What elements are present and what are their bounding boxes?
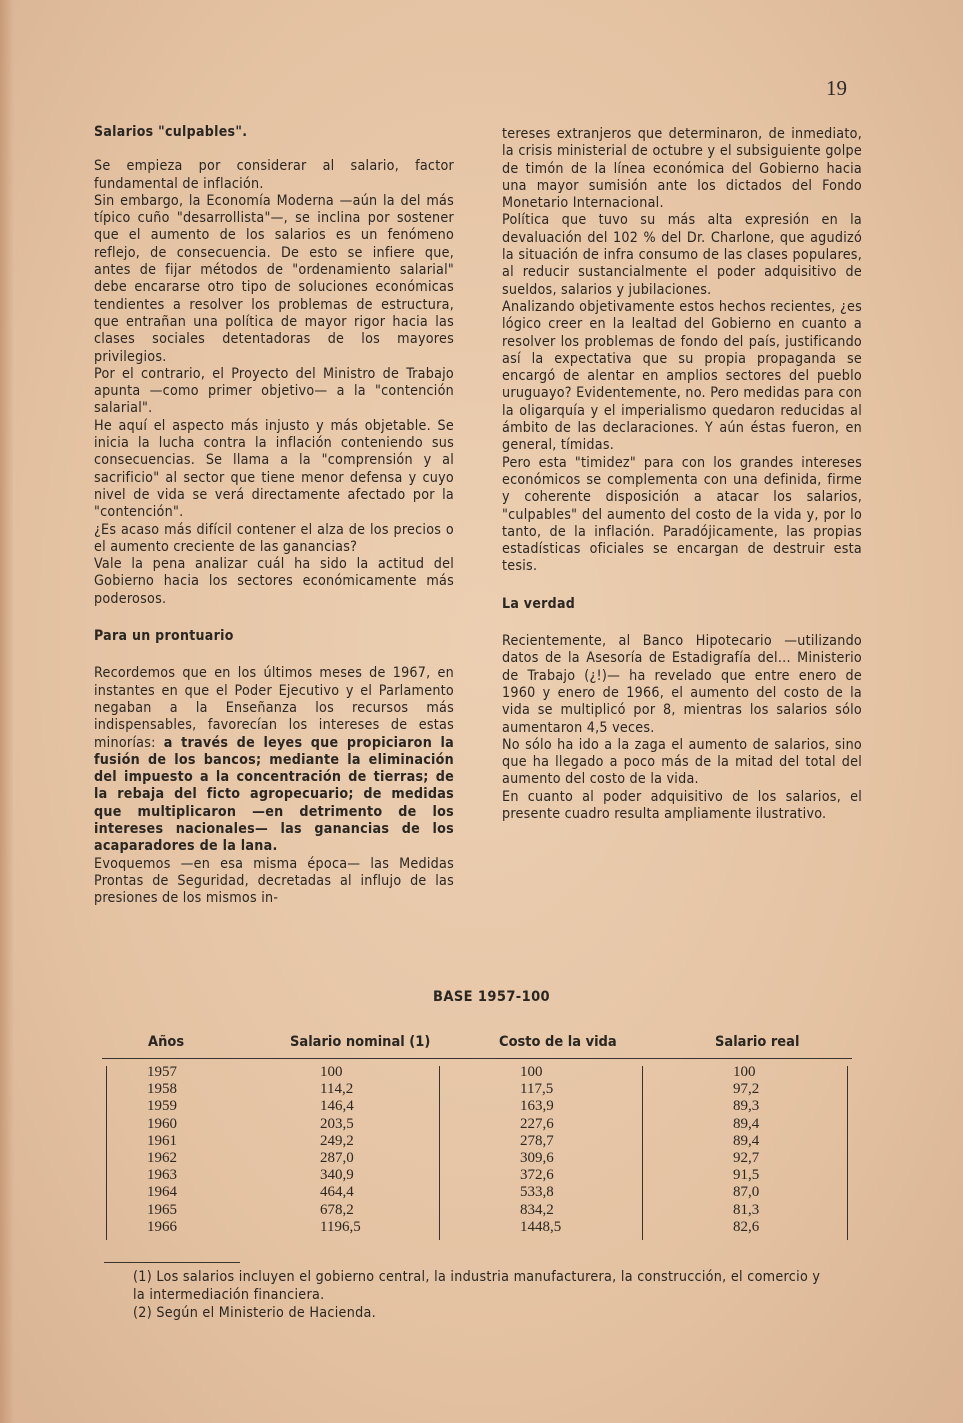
table-cell: 89,3 — [733, 1098, 760, 1115]
table-cell: 100 — [520, 1064, 543, 1080]
column-header: Costo de la vida — [499, 1034, 617, 1050]
paragraph: Analizando objetivamente estos hechos recientes, ¿es lógico creer en la lealtad del Gobierno en cuanto a resolver los problemas de fondo del país, justificando así la expectativa que su propia propaganda se encargó de alentar en amplios sectores del pueblo uruguayo? Evidentemente, no. Pero medidas para con la oligarquía y el imperialismo quedaron reducidas al ámbito de las declaraciones. Y aún éstas fueron, en general, tímidas. — [502, 298, 862, 454]
table-row — [102, 1167, 852, 1184]
table-cell: 203,5 — [320, 1115, 354, 1132]
table-cell: 82,6 — [733, 1218, 760, 1235]
table-cell: 340,9 — [320, 1167, 354, 1184]
paragraph: Vale la pena analizar cuál ha sido la actitud del Gobierno hacia los sectores económicamente más poderosos. — [94, 556, 454, 607]
salary-table — [102, 1030, 852, 1235]
paragraph: Recientemente, al Banco Hipotecario —utilizando datos de la Asesoría de Estadigrafía del... Ministerio de Trabajo (¿!)— ha revelado que entre enero de 1960 y enero de 1966, el aumento del costo de la vida se multiplicó por 8, mientras los salarios sólo aumentaron 4,5 veces. — [502, 633, 862, 736]
table-cell: 100 — [733, 1064, 756, 1080]
table-header — [102, 1030, 852, 1058]
table-cell: 1959 — [147, 1098, 177, 1115]
table-row — [102, 1202, 852, 1219]
table-row — [102, 1150, 852, 1167]
paragraph — [94, 665, 454, 855]
table-cell: 100 — [320, 1064, 343, 1080]
table-cell: 1961 — [147, 1132, 177, 1149]
section-heading-salarios: Salarios "culpables". — [94, 124, 248, 140]
table-row — [102, 1116, 852, 1133]
table-row — [102, 1184, 852, 1201]
table-row — [102, 1098, 852, 1115]
table-cell: 1963 — [147, 1167, 177, 1184]
table-cell: 1960 — [147, 1115, 177, 1132]
table-cell: 533,8 — [520, 1184, 554, 1201]
bold-emphasis: a través de leyes que propiciaron la fusión de los bancos; mediante la eliminación del impuesto a la concentración de tierras; de la rebaja del ficto agropecuario; de medidas que multiplicaron —en detrimento de los intereses nacionales— las ganancias de los acaparadores de la lana. — [94, 734, 454, 855]
table-row — [102, 1133, 852, 1150]
table-rule — [102, 1058, 852, 1059]
column-header: Salario real — [715, 1034, 800, 1050]
table-cell: 1196,5 — [320, 1218, 361, 1235]
paragraph: En cuanto al poder adquisitivo de los salarios, el presente cuadro resulta ampliamente ilustrativo. — [502, 788, 862, 822]
table-body — [102, 1064, 852, 1236]
table-row — [102, 1081, 852, 1098]
table-cell: 1964 — [147, 1184, 177, 1201]
table-cell: 372,6 — [520, 1167, 554, 1184]
paragraph: No sólo ha ido a la zaga el aumento de salarios, sino que ha llegado a poco más de la mitad del total del aumento del costo de la vida. — [502, 736, 862, 788]
table-cell: 1958 — [147, 1081, 177, 1098]
footnote: (1) Los salarios incluyen el gobierno central, la industria manufacturera, la construcción, el comercio y la intermediación financiera. — [133, 1269, 821, 1303]
paragraph: Por el contrario, el Proyecto del Ministro de Trabajo apunta —como primer objetivo— a la "contención salarial". — [94, 365, 454, 417]
table-cell: 1965 — [147, 1201, 177, 1218]
table-cell: 249,2 — [320, 1132, 354, 1149]
table-cell: 227,6 — [520, 1115, 554, 1132]
table-cell: 146,4 — [320, 1098, 354, 1115]
page-edge-shadow — [0, 0, 14, 1423]
table-row — [102, 1219, 852, 1236]
section-heading-verdad: La verdad — [502, 595, 576, 612]
paragraph: Sin embargo, la Economía Moderna —aún la del más típico cuño "desarrollista"—, se inclina por sostener que el aumento de los salarios es un fenómeno reflejo, de consecuencia. De esto se infiere que, antes de fijar métodos de "ordenamiento salarial" debe encararse otro tipo de soluciones económicas tendientes a resolver los problemas de estructura, que entrañan una política de mayor rigor hacia las clases sociales detentadoras de los mayores privilegios. — [94, 192, 454, 365]
paragraph: tereses extranjeros que determinaron, de inmediato, la crisis ministerial de octubre y el subsiguiente golpe de timón de la línea económica del Gobierno hacia una mayor sumisión ante los dictados del Fondo Monetario Internacional. — [502, 126, 862, 212]
table-cell: 1957 — [147, 1064, 177, 1080]
table-cell: 309,6 — [520, 1149, 554, 1166]
table-cell: 97,2 — [733, 1081, 760, 1098]
table-cell: 287,0 — [320, 1149, 354, 1166]
footnote: (2) Según el Ministerio de Hacienda. — [133, 1305, 376, 1321]
paragraph: Se empieza por considerar al salario, factor fundamental de inflación. — [94, 158, 454, 192]
column-header: Años — [148, 1034, 185, 1050]
table-cell: 1448,5 — [520, 1218, 562, 1235]
table-cell: 678,2 — [320, 1201, 354, 1218]
section-heading-prontuario: Para un prontuario — [94, 628, 234, 645]
right-column — [502, 126, 862, 823]
paragraph-text: Recordemos que en los últimos meses de 1967, en instantes en que el Poder Ejecutivo y el Parlamento negaban a la Enseñanza los recursos más indispensables, favorecían los intereses de estas minorías: — [94, 665, 454, 751]
footnotes — [103, 1268, 823, 1322]
column-header: Salario nominal (1) — [290, 1034, 431, 1050]
table-cell: 92,7 — [733, 1149, 760, 1166]
table-cell: 89,4 — [733, 1115, 760, 1132]
paragraph: Pero esta "timidez" para con los grandes intereses económicos se complementa con una definida, firme y coherente disposición a atacar los salarios, "culpables" del aumento del costo de la vida y, por lo tanto, de la inflación. Paradójicamente, las propias estadísticas oficiales se encargan de destruir esta tesis. — [502, 454, 862, 575]
table-cell: 91,5 — [733, 1167, 760, 1184]
table-cell: 89,4 — [733, 1132, 760, 1149]
table-cell: 81,3 — [733, 1201, 760, 1218]
paragraph: Evoquemos —en esa misma época— las Medidas Prontas de Seguridad, decretadas al influjo de las presiones de los mismos in- — [94, 855, 454, 907]
table-cell: 87,0 — [733, 1184, 760, 1201]
paragraph: ¿Es acaso más difícil contener el alza de los precios o el aumento creciente de las ganancias? — [94, 521, 454, 555]
table-cell: 834,2 — [520, 1201, 554, 1218]
table-cell: 278,7 — [520, 1132, 554, 1149]
paragraph: He aquí el aspecto más injusto y más objetable. Se inicia la lucha contra la inflación conteniendo sus consecuencias. Se llama a la "comprensión y al sacrificio" al sector que tiene menor defensa y cuyo nivel de vida se verá directamente afectado por la "contención". — [94, 417, 454, 521]
table-cell: 1962 — [147, 1149, 177, 1166]
paragraph: Política que tuvo su más alta expresión en la devaluación del 102 % del Dr. Charlone, que agudizó la situación de infra consumo de las clases populares, al reducir sustancialmente el poder adquisitivo de sueldos, salarios y jubilaciones. — [502, 212, 862, 298]
page-number: 19 — [826, 76, 847, 100]
table-cell: 1966 — [147, 1218, 177, 1235]
left-column — [94, 124, 454, 907]
table-cell: 114,2 — [320, 1081, 354, 1098]
table-row — [102, 1064, 852, 1081]
footnote-rule — [104, 1262, 240, 1263]
table-cell: 464,4 — [320, 1184, 354, 1201]
table-cell: 163,9 — [520, 1098, 554, 1115]
table-cell: 117,5 — [520, 1081, 554, 1098]
table-caption: BASE 1957-100 — [433, 989, 551, 1005]
